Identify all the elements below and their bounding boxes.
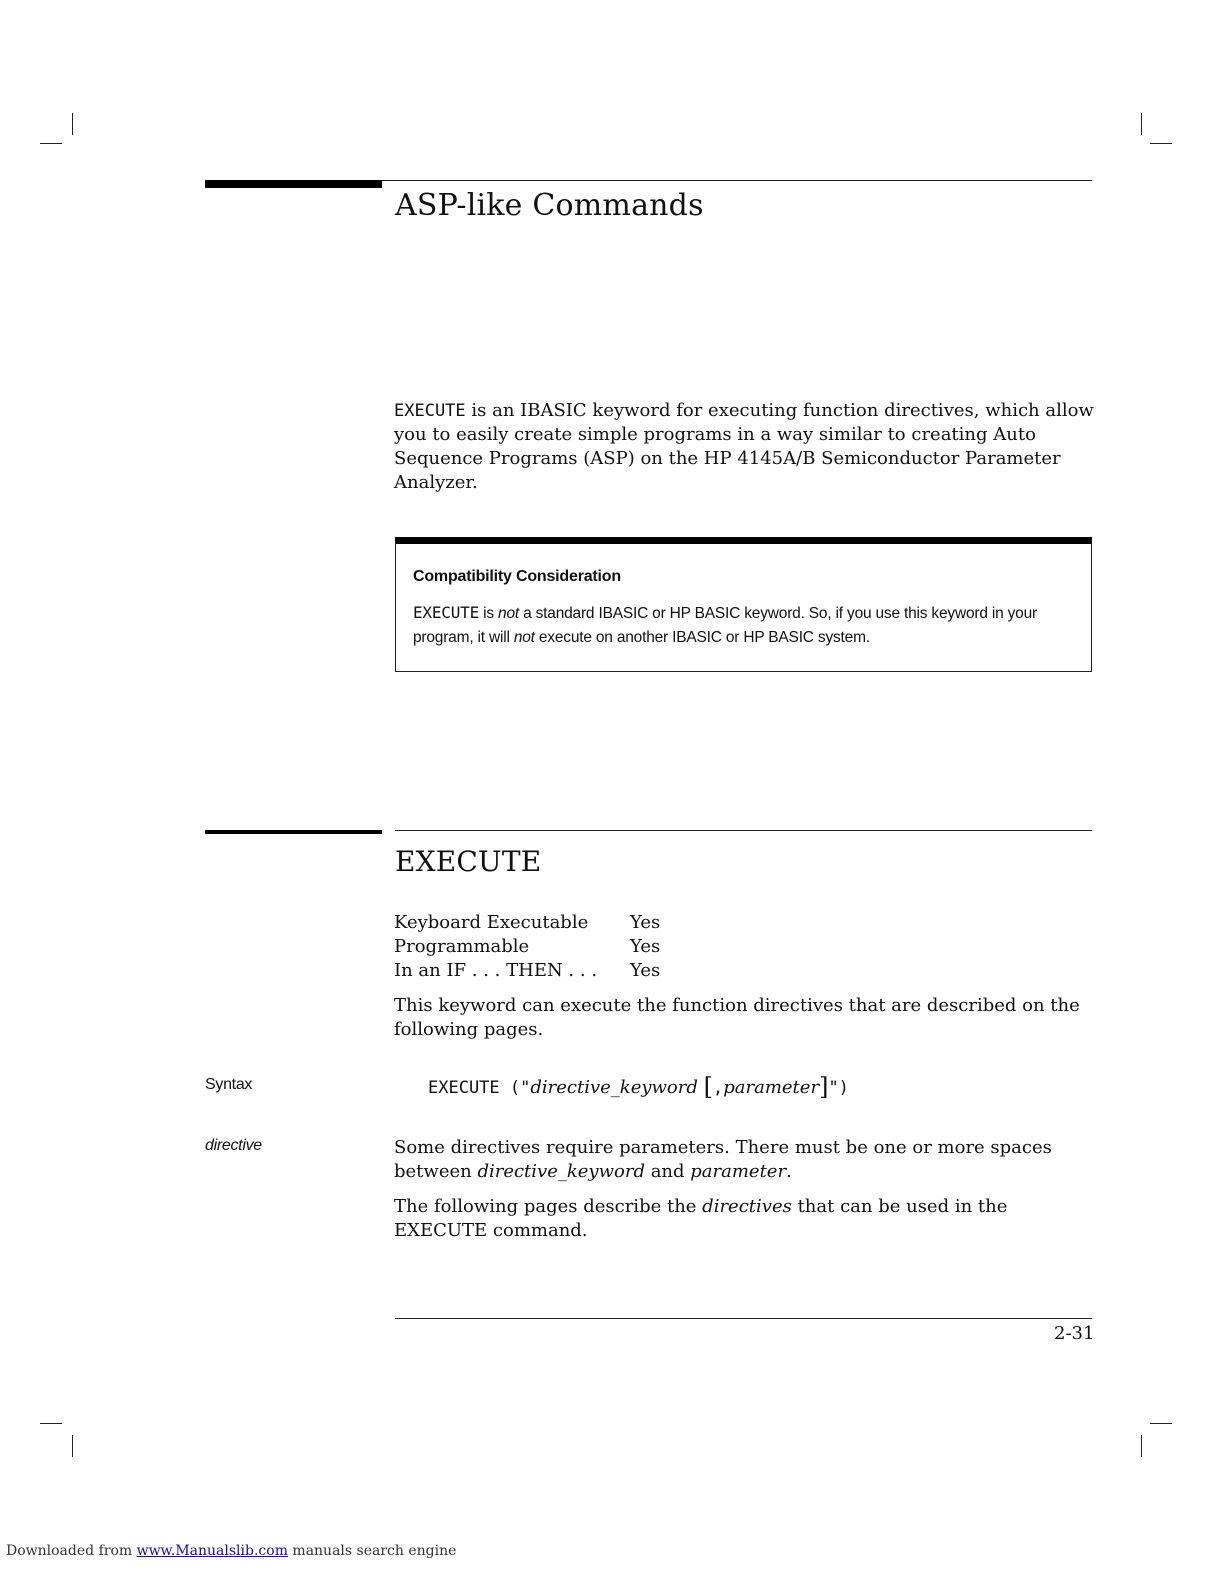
keyword: EXECUTE	[394, 401, 466, 421]
keyword-description: This keyword can execute the function directives that are described on the following pages.	[394, 995, 1080, 1040]
crop-mark	[1150, 1423, 1172, 1424]
footer-text: manuals search engine	[287, 1543, 457, 1559]
paragraph-text: Some directives require parameters. There must be one or more spaces between	[394, 1137, 1052, 1182]
syntax-bracket: [	[703, 1073, 713, 1101]
crop-mark	[1141, 1435, 1142, 1457]
attribute-label: Programmable	[394, 936, 530, 957]
compatibility-note	[395, 537, 1092, 672]
crop-mark	[1141, 113, 1142, 135]
crop-mark	[1150, 143, 1172, 144]
attribute-value: Yes	[630, 960, 661, 981]
paragraph-italic: directives	[702, 1196, 792, 1217]
attribute-label: Keyboard Executable	[394, 912, 589, 933]
syntax-keyword: EXECUTE ("	[428, 1078, 531, 1098]
note-body	[413, 601, 1073, 650]
intro-paragraph	[394, 399, 1094, 495]
keyword: EXECUTE	[413, 603, 480, 622]
footer-text: Downloaded from	[6, 1543, 137, 1559]
keyword-title: EXECUTE	[395, 845, 542, 878]
note-emphasis: not	[498, 605, 519, 622]
note-title: Compatibility Consideration	[413, 568, 621, 585]
note-text: is	[479, 605, 499, 622]
syntax-arg: parameter	[723, 1077, 820, 1098]
section-rule-thick	[205, 830, 382, 834]
manualslib-link[interactable]: www.Manualslib.com	[136, 1543, 288, 1559]
page-number: 2-31	[1054, 1323, 1095, 1344]
syntax-line	[428, 1073, 849, 1102]
syntax-arg: directive_keyword	[530, 1077, 698, 1098]
attribute-value: Yes	[630, 936, 661, 957]
syntax-bracket: ]	[819, 1073, 829, 1101]
paragraph-text: .	[786, 1161, 792, 1182]
intro-text: is an IBASIC keyword for executing function directives, which allow you to easily create simple programs in a way similar to creating Auto Sequence Programs (ASP) on the HP 4145A/B Semiconductor Parameter Analyzer.	[394, 400, 1094, 493]
page-footer-rule	[395, 1318, 1092, 1319]
attribute-label: In an IF . . . THEN . . .	[394, 960, 598, 981]
crop-mark	[72, 1435, 73, 1457]
crop-mark	[72, 113, 73, 135]
syntax-label: Syntax	[205, 1076, 253, 1093]
paragraph-text: that can be used in the EXECUTE command.	[394, 1196, 1008, 1241]
paragraph-text: The following pages describe the	[394, 1196, 703, 1217]
section-rule-thin	[395, 830, 1092, 831]
syntax-keyword-end: ")	[828, 1078, 849, 1098]
crop-mark	[40, 143, 62, 144]
section-rule-thick	[205, 180, 382, 188]
note-emphasis: not	[513, 629, 535, 646]
directive-paragraph	[394, 1136, 1094, 1184]
crop-mark	[40, 1423, 62, 1424]
section-rule-thin	[382, 180, 1092, 181]
paragraph-text: and	[644, 1161, 691, 1182]
directive-label: directive	[205, 1137, 262, 1154]
download-footer	[6, 1543, 456, 1559]
attribute-value: Yes	[630, 912, 661, 933]
paragraph-italic: directive_keyword	[477, 1161, 645, 1182]
syntax-separator: ,	[713, 1078, 724, 1098]
note-text: execute on another IBASIC or HP BASIC system.	[534, 629, 870, 646]
directive-paragraph	[394, 1195, 1094, 1243]
section-title: ASP-like Commands	[395, 188, 704, 223]
note-text: a standard IBASIC or HP BASIC keyword. So, if you use this keyword in your program, it will	[413, 605, 1037, 646]
paragraph-italic: parameter	[690, 1161, 787, 1182]
